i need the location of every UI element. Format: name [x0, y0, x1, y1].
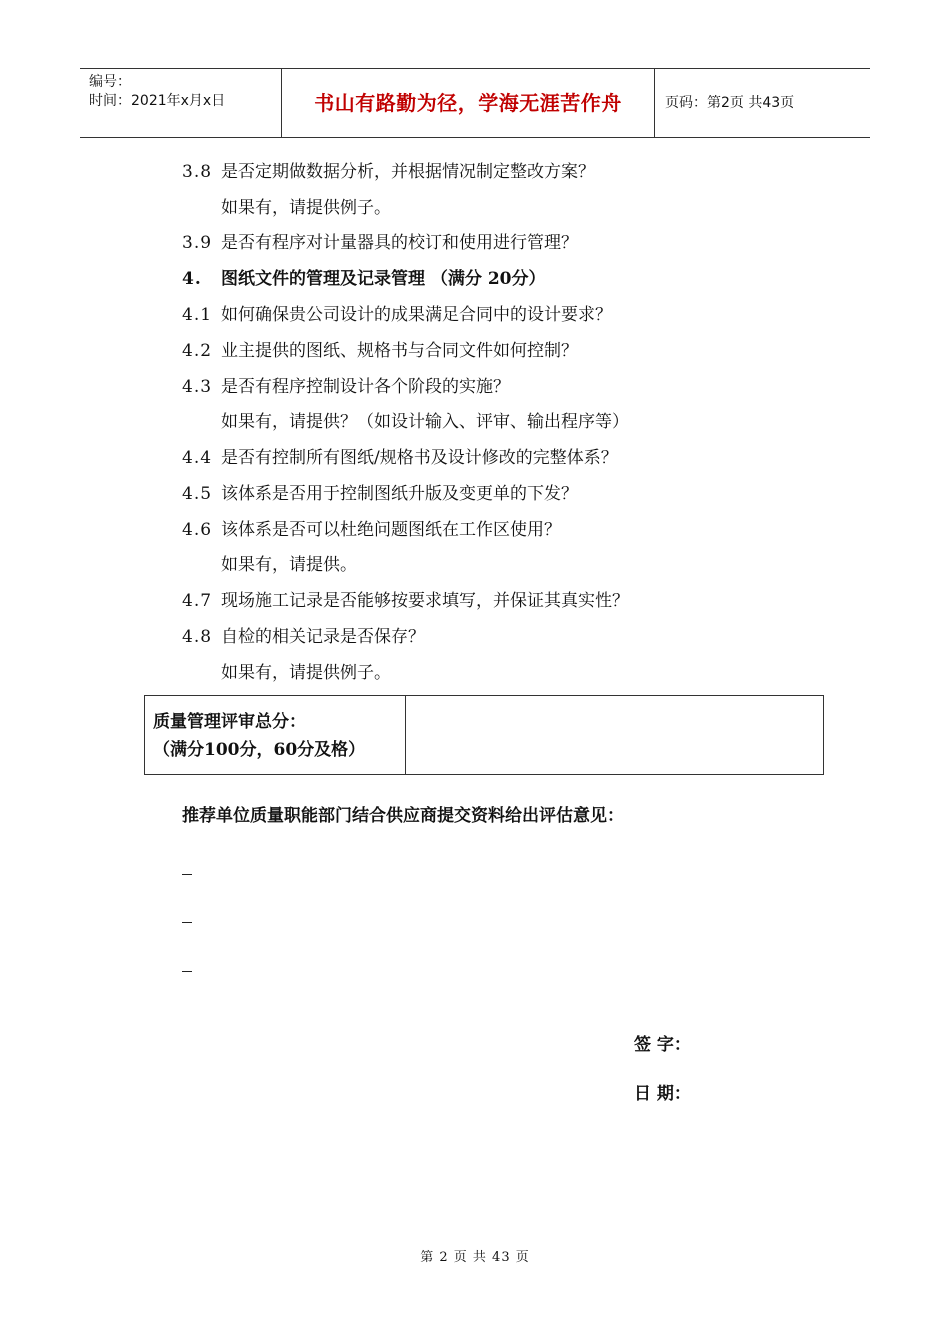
- item-number: 4.1: [182, 305, 213, 325]
- question-item: [182, 161, 595, 183]
- item-text: 是否定期做数据分析，并根据情况制定整改方案？: [221, 162, 595, 182]
- header-left-cell: [80, 69, 282, 137]
- question-item: [182, 376, 510, 398]
- item-number: 4.2: [182, 341, 213, 361]
- item-number: 4.7: [182, 591, 213, 611]
- opinion-blank-line[interactable]: [182, 971, 192, 972]
- item-number: 4.4: [182, 448, 213, 468]
- item-number: 4.6: [182, 520, 213, 540]
- date-sign-label: 日 期：: [634, 1084, 691, 1104]
- header-page-info: 页码：第2页 共43页: [665, 95, 795, 111]
- opinion-blank-line[interactable]: [182, 922, 192, 923]
- item-number: 4.5: [182, 484, 213, 504]
- score-value-cell[interactable]: [406, 696, 823, 774]
- question-item: [182, 590, 629, 612]
- item-text: 是否有程序控制设计各个阶段的实施？: [221, 377, 510, 397]
- score-label-cell: [145, 696, 406, 774]
- item-text: 如果有，请提供。: [221, 555, 357, 575]
- page-footer: 第 2 页 共 43 页: [420, 1250, 530, 1265]
- question-note: [221, 411, 629, 433]
- header-page-cell: [655, 69, 870, 137]
- document-number-label: 编号：: [89, 74, 131, 90]
- item-text: 是否有程序对计量器具的校订和使用进行管理？: [221, 233, 578, 253]
- question-item: [182, 483, 578, 505]
- question-item: [182, 304, 612, 326]
- question-item: [182, 447, 618, 469]
- header-motto-cell: [282, 69, 655, 137]
- section-title: 图纸文件的管理及记录管理 （满分 20分）: [221, 269, 546, 289]
- section-number: 4.: [182, 269, 202, 289]
- question-note: [221, 197, 391, 219]
- item-number: 3.8: [182, 162, 213, 182]
- item-text: 现场施工记录是否能够按要求填写，并保证其真实性？: [221, 591, 629, 611]
- section-heading: [182, 268, 546, 290]
- score-table: [144, 695, 824, 775]
- item-number: 4.3: [182, 377, 213, 397]
- question-item: [182, 232, 578, 254]
- question-item: [182, 626, 425, 648]
- item-text: 如果有，请提供？（如设计输入、评审、输出程序等）: [221, 412, 629, 432]
- document-date-label: 时间：2021年x月x日: [89, 93, 226, 109]
- signature-label: 签 字：: [634, 1035, 691, 1055]
- question-item: [182, 340, 578, 362]
- item-text: 自检的相关记录是否保存？: [221, 627, 425, 647]
- opinion-label: 推荐单位质量职能部门结合供应商提交资料给出评估意见：: [182, 806, 624, 826]
- item-text: 是否有控制所有图纸/规格书及设计修改的完整体系？: [221, 448, 618, 468]
- question-note: [221, 662, 391, 684]
- page-header: [80, 68, 870, 138]
- opinion-blank-line[interactable]: [182, 874, 192, 875]
- item-number: 3.9: [182, 233, 213, 253]
- score-label-line1: 质量管理评审总分：: [153, 712, 306, 732]
- item-text: 如果有，请提供例子。: [221, 663, 391, 683]
- item-text: 该体系是否可以杜绝问题图纸在工作区使用？: [221, 520, 561, 540]
- item-text: 业主提供的图纸、规格书与合同文件如何控制？: [221, 341, 578, 361]
- question-note: [221, 554, 357, 576]
- item-text: 如何确保贵公司设计的成果满足合同中的设计要求？: [221, 305, 612, 325]
- item-text: 该体系是否用于控制图纸升版及变更单的下发？: [221, 484, 578, 504]
- item-text: 如果有，请提供例子。: [221, 198, 391, 218]
- header-motto: 书山有路勤为径，学海无涯苦作舟: [314, 91, 622, 115]
- score-label-line2: （满分100分，60分及格）: [153, 740, 366, 760]
- item-number: 4.8: [182, 627, 213, 647]
- question-item: [182, 519, 561, 541]
